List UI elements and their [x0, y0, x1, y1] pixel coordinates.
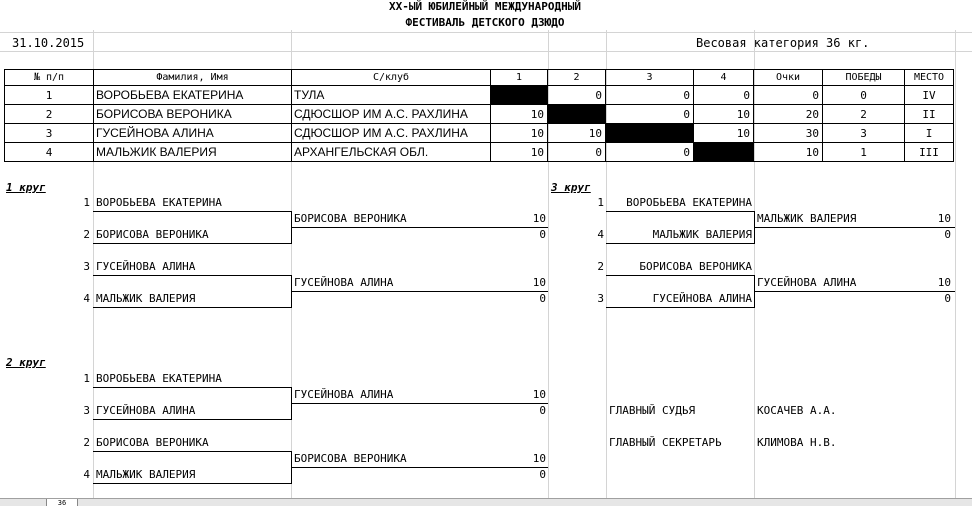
chief-secretary-label[interactable]: ГЛАВНЫЙ СЕКРЕТАРЬ — [609, 436, 722, 449]
bracket-line — [291, 387, 292, 420]
bracket-player[interactable]: БОРИСОВА ВЕРОНИКА — [96, 228, 209, 241]
column-header[interactable]: 4 — [694, 70, 754, 86]
score-cell[interactable]: 10 — [491, 143, 548, 162]
row-number[interactable]: 1 — [5, 86, 94, 105]
bracket-line — [93, 387, 291, 388]
column-header[interactable]: 3 — [606, 70, 694, 86]
score-cell[interactable]: 10 — [694, 105, 754, 124]
bracket-player[interactable]: ВОРОБЬЕВА ЕКАТЕРИНА — [626, 196, 752, 209]
bracket-score[interactable]: 0 — [539, 228, 546, 241]
bracket-player[interactable]: ГУСЕЙНОВА АЛИНА — [652, 292, 752, 305]
wins-cell[interactable]: 1 — [823, 143, 905, 162]
grid-line — [955, 30, 956, 498]
score-cell[interactable]: 0 — [606, 86, 694, 105]
column-header[interactable]: Очки — [754, 70, 823, 86]
bracket-seed: 1 — [597, 196, 604, 209]
score-cell[interactable]: 10 — [694, 124, 754, 143]
bracket-line — [606, 307, 754, 308]
date-cell[interactable]: 31.10.2015 — [12, 36, 85, 50]
table-header-row — [5, 70, 954, 86]
grid-line — [0, 51, 972, 52]
bracket-line — [93, 275, 291, 276]
column-header[interactable]: 1 — [491, 70, 548, 86]
table-row — [5, 143, 954, 162]
bracket-score[interactable]: 0 — [944, 228, 951, 241]
bracket-player[interactable]: ВОРОБЬЕВА ЕКАТЕРИНА — [96, 372, 222, 385]
score-cell[interactable]: 0 — [606, 143, 694, 162]
round-3-label[interactable]: 3 круг — [551, 181, 591, 194]
column-header[interactable]: № п/п — [5, 70, 94, 86]
wins-cell[interactable]: 3 — [823, 124, 905, 143]
bracket-player[interactable]: МАЛЬЖИК ВАЛЕРИЯ — [652, 228, 752, 241]
bracket-line — [93, 419, 291, 420]
bracket-score[interactable]: 10 — [937, 276, 951, 289]
athlete-club[interactable]: АРХАНГЕЛЬСКАЯ ОБЛ. — [292, 143, 491, 162]
grid-line — [0, 32, 972, 33]
points-cell[interactable]: 30 — [754, 124, 823, 143]
bracket-line — [93, 243, 291, 244]
weight-category[interactable]: Весовая категория 36 кг. — [696, 36, 870, 50]
bracket-player[interactable]: МАЛЬЖИК ВАЛЕРИЯ — [96, 292, 196, 305]
bracket-score[interactable]: 10 — [532, 452, 546, 465]
round-1-label[interactable]: 1 круг — [6, 181, 46, 194]
bracket-player[interactable]: МАЛЬЖИК ВАЛЕРИЯ — [96, 468, 196, 481]
points-cell[interactable]: 0 — [754, 86, 823, 105]
bracket-player[interactable]: ГУСЕЙНОВА АЛИНА — [96, 260, 196, 273]
table-row — [5, 105, 954, 124]
bracket-score[interactable]: 10 — [937, 212, 951, 225]
bracket-seed: 1 — [83, 196, 90, 209]
bracket-line — [93, 307, 291, 308]
score-cell[interactable]: 0 — [694, 86, 754, 105]
bracket-seed: 2 — [83, 228, 90, 241]
bracket-player[interactable]: ВОРОБЬЕВА ЕКАТЕРИНА — [96, 196, 222, 209]
row-number[interactable]: 3 — [5, 124, 94, 143]
score-cell[interactable]: 0 — [548, 143, 606, 162]
bracket-score[interactable]: 10 — [532, 388, 546, 401]
bracket-winner[interactable]: МАЛЬЖИК ВАЛЕРИЯ — [757, 212, 857, 225]
bracket-player[interactable]: ГУСЕЙНОВА АЛИНА — [96, 404, 196, 417]
sheet-tab-bar — [0, 498, 972, 506]
wins-cell[interactable]: 2 — [823, 105, 905, 124]
bracket-score[interactable]: 0 — [539, 292, 546, 305]
blocked-cell — [694, 143, 754, 162]
score-cell[interactable]: 10 — [491, 124, 548, 143]
points-cell[interactable]: 10 — [754, 143, 823, 162]
bracket-line — [291, 275, 292, 308]
bracket-player[interactable]: БОРИСОВА ВЕРОНИКА — [96, 436, 209, 449]
score-cell[interactable]: 10 — [491, 105, 548, 124]
score-cell[interactable]: 0 — [548, 86, 606, 105]
athlete-club[interactable]: ТУЛА — [292, 86, 491, 105]
bracket-winner[interactable]: ГУСЕЙНОВА АЛИНА — [294, 276, 394, 289]
chief-judge-label[interactable]: ГЛАВНЫЙ СУДЬЯ — [609, 404, 696, 417]
athlete-name[interactable]: МАЛЬЖИК ВАЛЕРИЯ — [94, 143, 292, 162]
bracket-line — [291, 211, 292, 244]
bracket-seed: 3 — [83, 404, 90, 417]
column-header[interactable]: С/клуб — [292, 70, 491, 86]
column-header[interactable]: МЕСТО — [905, 70, 954, 86]
bracket-line — [93, 211, 291, 212]
athlete-name[interactable]: ВОРОБЬЕВА ЕКАТЕРИНА — [94, 86, 292, 105]
bracket-seed: 4 — [83, 292, 90, 305]
bracket-line — [606, 275, 754, 276]
points-cell[interactable]: 20 — [754, 105, 823, 124]
place-cell[interactable]: IV — [905, 86, 954, 105]
column-header[interactable]: ПОБЕДЫ — [823, 70, 905, 86]
table-row — [5, 124, 954, 143]
score-cell[interactable]: 0 — [606, 105, 694, 124]
bracket-seed: 2 — [83, 436, 90, 449]
wins-cell[interactable]: 0 — [823, 86, 905, 105]
bracket-line — [606, 211, 754, 212]
bracket-seed: 4 — [83, 468, 90, 481]
table-row — [5, 86, 954, 105]
bracket-score[interactable]: 10 — [532, 212, 546, 225]
bracket-seed: 3 — [597, 292, 604, 305]
column-header[interactable]: Фамилия, Имя — [94, 70, 292, 86]
place-cell[interactable]: II — [905, 105, 954, 124]
title-line-1: XX-ЫЙ ЮБИЛЕЙНЫЙ МЕЖДУНАРОДНЫЙ — [388, 0, 582, 13]
column-header[interactable]: 2 — [548, 70, 606, 86]
athlete-club[interactable]: СДЮСШОР ИМ А.С. РАХЛИНА — [292, 124, 491, 143]
bracket-score[interactable]: 0 — [539, 404, 546, 417]
chief-judge-name[interactable]: КОСАЧЕВ А.А. — [757, 404, 837, 417]
bracket-seed: 3 — [83, 260, 90, 273]
title-line-2: ФЕСТИВАЛЬ ДЕТСКОГО ДЗЮДО — [405, 16, 565, 29]
bracket-line — [754, 211, 755, 244]
bracket-winner[interactable]: БОРИСОВА ВЕРОНИКА — [294, 212, 407, 225]
bracket-seed: 1 — [83, 372, 90, 385]
results-table — [4, 69, 954, 162]
score-cell[interactable]: 10 — [548, 124, 606, 143]
bracket-seed: 4 — [597, 228, 604, 241]
blocked-cell — [548, 105, 606, 124]
bracket-winner[interactable]: ГУСЕЙНОВА АЛИНА — [757, 276, 857, 289]
place-cell[interactable]: III — [905, 143, 954, 162]
row-number[interactable]: 2 — [5, 105, 94, 124]
bracket-winner[interactable]: ГУСЕЙНОВА АЛИНА — [294, 388, 394, 401]
bracket-score[interactable]: 0 — [944, 292, 951, 305]
bracket-line — [606, 243, 754, 244]
athlete-club[interactable]: СДЮСШОР ИМ А.С. РАХЛИНА — [292, 105, 491, 124]
round-2-label[interactable]: 2 круг — [6, 356, 46, 369]
sheet-tab[interactable]: 36 — [46, 499, 78, 506]
bracket-line — [754, 275, 755, 308]
chief-secretary-name[interactable]: КЛИМОВА Н.В. — [757, 436, 837, 449]
place-cell[interactable]: I — [905, 124, 954, 143]
athlete-name[interactable]: ГУСЕЙНОВА АЛИНА — [94, 124, 292, 143]
blocked-cell — [606, 124, 694, 143]
bracket-line — [291, 451, 292, 484]
athlete-name[interactable]: БОРИСОВА ВЕРОНИКА — [94, 105, 292, 124]
bracket-score[interactable]: 0 — [539, 468, 546, 481]
blocked-cell — [491, 86, 548, 105]
bracket-line — [93, 451, 291, 452]
bracket-player[interactable]: БОРИСОВА ВЕРОНИКА — [639, 260, 752, 273]
bracket-seed: 2 — [597, 260, 604, 273]
row-number[interactable]: 4 — [5, 143, 94, 162]
bracket-score[interactable]: 10 — [532, 276, 546, 289]
bracket-line — [93, 483, 291, 484]
bracket-winner[interactable]: БОРИСОВА ВЕРОНИКА — [294, 452, 407, 465]
